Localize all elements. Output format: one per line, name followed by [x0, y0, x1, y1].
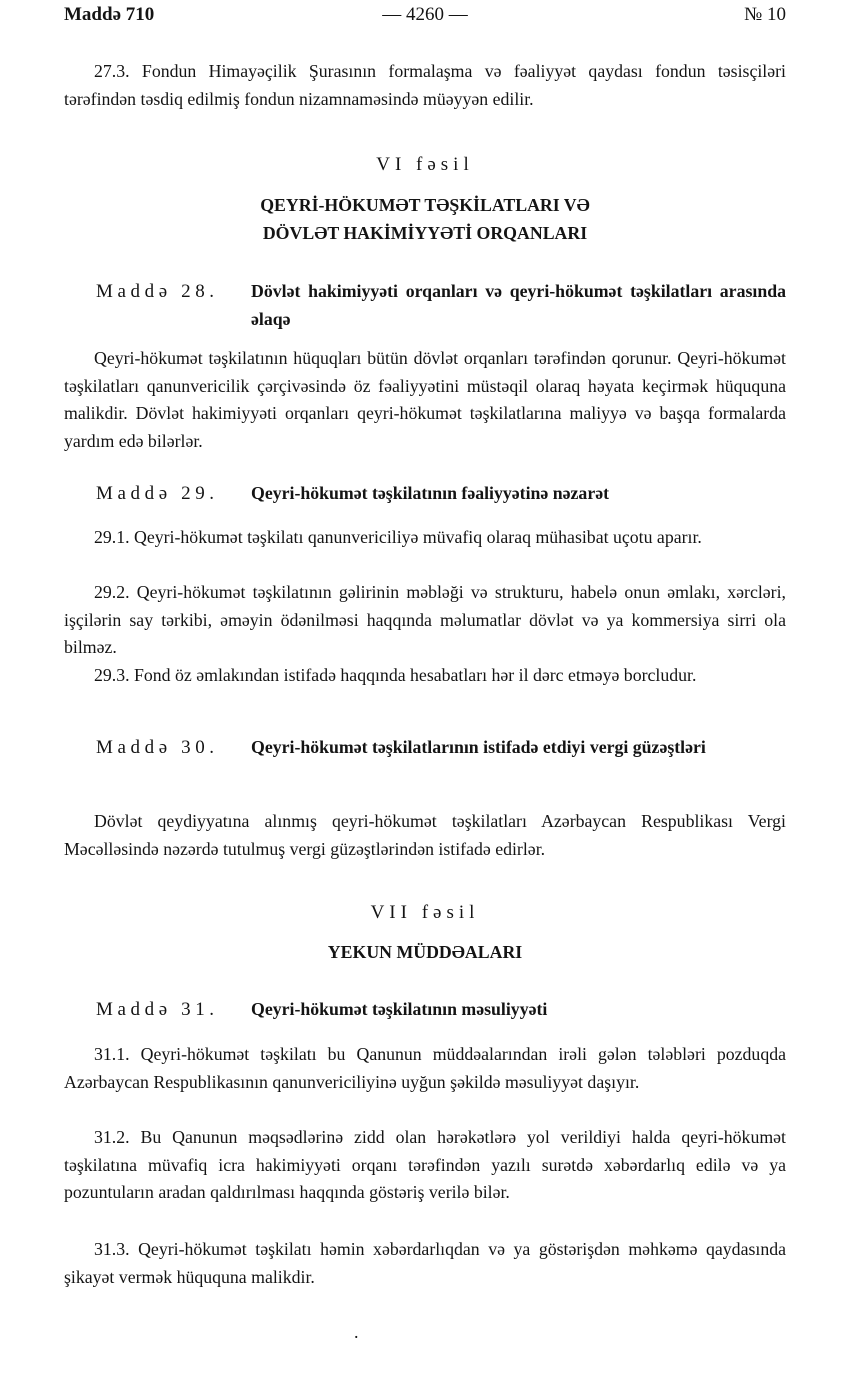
- article-30-title: Qeyri-hökumət təşkilatlarının istifadə etdiyi vergi güzəştləri: [251, 737, 706, 757]
- article-31-label: Maddə 31.: [96, 999, 219, 1020]
- chapter-7-label: VII fəsil: [370, 902, 480, 923]
- paragraph-30: Dövlət qeydiyyatına alınmış qeyri-hökumət təşkilatları Azərbaycan Respublikası Vergi Məcəlləsində nəzərdə tutulmuş vergi güzəştlərindən istifadə edirlər.: [64, 811, 786, 859]
- article-28-label: Maddə 28.: [96, 281, 219, 302]
- article-number-header: Maddə 710: [64, 4, 155, 25]
- paragraph-31-1: 31.1. Qeyri-hökumət təşkilatı bu Qanunun müddəalarından irəli gələn tələbləri pozduqda Azərbaycan Respublikasının qanunvericiliyinə uyğun şəkildə məsuliyyət daşıyır.: [64, 1044, 786, 1092]
- paragraph-31-2: 31.2. Bu Qanunun məqsədlərinə zidd olan hərəkətlərə yol verildiyi halda qeyri-hökumət təşkilatına müvafiq icra hakimiyyəti orqanı tərəfindən yazılı surətdə xəbərdarlıq edilə və ya pozuntuların aradan qaldırılması haqqında göstəriş verilə bilər.: [64, 1127, 786, 1202]
- chapter-7-title: YEKUN MÜDDƏALARI: [327, 942, 523, 962]
- paragraph-29-2: 29.2. Qeyri-hökumət təşkilatının gəlirinin məbləği və strukturu, habelə onun əmlakı, xərcləri, işçilərin say tərkibi, əməyin ödənilməsi haqqında məlumatlar dövlət və ya kommersiya sirri ola bilməz.: [64, 582, 786, 657]
- article-28-title: Dövlət hakimiyyəti orqanları və qeyri-hökumət təşkilatları arasında əlaqə: [251, 281, 786, 329]
- article-30-heading: [96, 734, 786, 790]
- article-31-title: Qeyri-hökumət təşkilatının məsuliyyəti: [251, 999, 548, 1019]
- article-28-heading: [96, 278, 786, 334]
- paragraph-29-1: 29.1. Qeyri-hökumət təşkilatı qanunvericiliyə müvafiq olaraq mühasibat uçotu aparır.: [94, 527, 702, 547]
- page-header: [64, 4, 786, 30]
- page-number: — 4260 —: [382, 4, 468, 25]
- paragraph-27-3: 27.3. Fondun Himayəçilik Şurasının formalaşma və fəaliyyət qaydası fondun təsisçiləri tərəfindən təsdiq edilmiş fondun nizamnaməsində müəyyən edilir.: [64, 61, 786, 109]
- chapter-6-title-line-1: QEYRİ-HÖKUMƏT TƏŞKİLATLARI VƏ: [260, 195, 590, 215]
- issue-number: № 10: [744, 4, 786, 25]
- chapter-6-title-line-2: DÖVLƏT HAKİMİYYƏTİ ORQANLARI: [262, 223, 588, 243]
- paragraph-28: Qeyri-hökumət təşkilatının hüquqları bütün dövlət orqanları tərəfindən qorunur. Qeyri-hökumət təşkilatları qanunvericilik çərçivəsində öz fəaliyyətini müstəqil olaraq həyata keçirmək hüququna malikdir. Dövlət hakimiyyəti orqanları qeyri-hökumət təşkilatlarına maliyyə və başqa formalarda yardım edə bilərlər.: [64, 348, 786, 451]
- article-31-heading: [96, 996, 786, 1024]
- article-29-heading: [96, 480, 786, 508]
- chapter-6-label: VI fəsil: [376, 154, 474, 175]
- article-29-title: Qeyri-hökumət təşkilatının fəaliyyətinə nəzarət: [251, 483, 610, 503]
- paragraph-31-3: 31.3. Qeyri-hökumət təşkilatı həmin xəbərdarlıqdan və ya göstərişdən məhkəmə qaydasında şikayət vermək hüququna malikdir.: [64, 1239, 786, 1287]
- article-29-label: Maddə 29.: [96, 483, 219, 504]
- footer-dot: .: [354, 1322, 359, 1342]
- paragraph-29-3: 29.3. Fond öz əmlakından istifadə haqqında hesabatları hər il dərc etməyə borcludur.: [94, 665, 697, 685]
- article-30-label: Maddə 30.: [96, 737, 219, 758]
